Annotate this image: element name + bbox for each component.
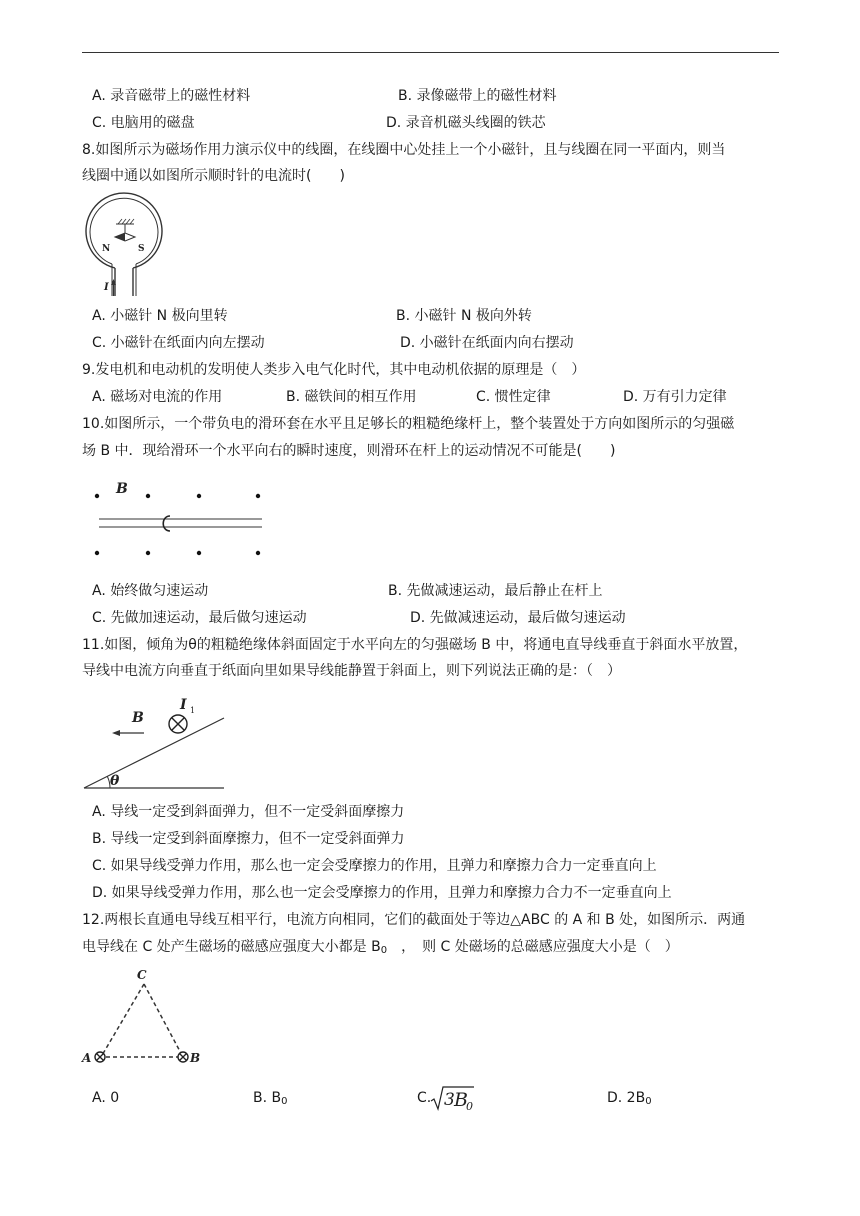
q12-option-d[interactable] bbox=[607, 1089, 652, 1111]
q10-stem-line1: 10.如图所示，一个带负电的滑环套在水平且足够长的粗糙绝缘杆上，整个装置处于方向如图所示的匀强磁 bbox=[82, 416, 735, 432]
q10-fig-b-label: B bbox=[116, 481, 128, 497]
q10-option-d[interactable]: D. 先做减速运动，最后做匀速运动 bbox=[410, 610, 626, 626]
q7-option-d[interactable]: D. 录音机磁头线圈的铁芯 bbox=[386, 115, 546, 131]
q7-option-a[interactable]: A. 录音磁带上的磁性材料 bbox=[92, 88, 251, 104]
q8-option-c[interactable]: C. 小磁针在纸面内向左摆动 bbox=[92, 335, 265, 351]
q12-option-a[interactable]: A. 0 bbox=[92, 1090, 120, 1106]
q12-stem-line1: 12.两根长直通电导线互相平行，电流方向相同，它们的截面处于等边△ABC 的 A 和 B 处，如图所示．两通 bbox=[82, 912, 746, 928]
q11-fig-current-subscript: 1 bbox=[190, 706, 196, 715]
q11-stem-line2: 导线中电流方向垂直于纸面向里如果导线能静置于斜面上，则下列说法正确的是：（ ） bbox=[82, 663, 621, 679]
q12-option-b-subscript: 0 bbox=[281, 1096, 288, 1107]
q11-fig-b-label: B bbox=[132, 710, 144, 726]
q12-fig-c-label: C bbox=[137, 968, 147, 982]
q11-fig-current-label: I bbox=[180, 697, 187, 713]
q8-option-b[interactable]: B. 小磁针 N 极向外转 bbox=[396, 308, 532, 324]
q12-option-c-formula bbox=[430, 1084, 474, 1112]
q12-stem-subscript: 0 bbox=[380, 945, 388, 956]
q12-option-c-subscript: 0 bbox=[466, 1100, 473, 1113]
q10-option-b[interactable]: B. 先做减速运动，最后静止在杆上 bbox=[388, 583, 603, 599]
q12-stem-line2-text: 电导线在 C 处产生磁场的磁感应强度大小都是 B bbox=[82, 939, 381, 955]
q12-fig-a-label: A bbox=[82, 1051, 92, 1065]
q12-option-d-text: D. 2B bbox=[607, 1090, 646, 1106]
q12-option-b-text: B. B bbox=[253, 1090, 282, 1106]
q12-triangle-figure bbox=[82, 966, 204, 1070]
q12-fig-b-label: B bbox=[190, 1051, 201, 1065]
q11-stem-line1: 11.如图，倾角为θ的粗糙绝缘体斜面固定于水平向左的匀强磁场 B 中，将通电直导线垂直于斜面水平放置， bbox=[82, 637, 748, 653]
q10-rod-figure bbox=[86, 476, 270, 562]
q8-fig-n-label: N bbox=[102, 244, 111, 254]
q10-option-c[interactable]: C. 先做加速运动，最后做匀速运动 bbox=[92, 610, 307, 626]
q11-option-c[interactable]: C. 如果导线受弹力作用，那么也一定会受摩擦力的作用，且弹力和摩擦力合力一定垂直向上 bbox=[92, 858, 657, 874]
q11-option-b[interactable]: B. 导线一定受到斜面摩擦力，但不一定受斜面弹力 bbox=[92, 831, 405, 847]
q8-fig-current-label: I bbox=[104, 282, 109, 293]
q7-option-b[interactable]: B. 录像磁带上的磁性材料 bbox=[398, 88, 557, 104]
q12-stem-line2-tail: ， 则 C 处磁场的总磁感应强度大小是（ ） bbox=[387, 939, 679, 955]
q8-stem-line1: 8.如图所示为磁场作用力演示仪中的线圈，在线圈中心处挂上一个小磁针，且与线圈在同一平面内，则当 bbox=[82, 142, 726, 158]
q8-option-d[interactable]: D. 小磁针在纸面内向右摆动 bbox=[400, 335, 574, 351]
q8-fig-s-label: S bbox=[138, 244, 145, 254]
q9-option-b[interactable]: B. 磁铁间的相互作用 bbox=[286, 389, 417, 405]
q9-option-a[interactable]: A. 磁场对电流的作用 bbox=[92, 389, 223, 405]
q8-option-a[interactable]: A. 小磁针 N 极向里转 bbox=[92, 308, 228, 324]
q12-stem-line2 bbox=[82, 938, 679, 960]
q11-incline-figure bbox=[84, 692, 226, 792]
q10-option-a[interactable]: A. 始终做匀速运动 bbox=[92, 583, 209, 599]
q8-stem-line2: 线圈中通以如图所示顺时针的电流时( ) bbox=[82, 168, 345, 184]
q7-option-c[interactable]: C. 电脑用的磁盘 bbox=[92, 115, 195, 131]
q10-stem-line2: 场 B 中．现给滑环一个水平向右的瞬时速度，则滑环在杆上的运动情况不可能是( ) bbox=[82, 443, 616, 459]
q11-fig-theta-label: θ bbox=[110, 773, 120, 789]
q9-option-c[interactable]: C. 惯性定律 bbox=[476, 389, 551, 405]
q9-stem: 9.发电机和电动机的发明使人类步入电气化时代，其中电动机依据的原理是（ ） bbox=[82, 362, 586, 378]
q8-coil-figure bbox=[82, 190, 166, 300]
header-rule bbox=[82, 52, 779, 53]
q11-option-d[interactable]: D. 如果导线受弹力作用，那么也一定会受摩擦力的作用，且弹力和摩擦力合力不一定垂直向上 bbox=[92, 885, 672, 901]
q9-option-d[interactable]: D. 万有引力定律 bbox=[623, 389, 727, 405]
q12-option-c-radicand: 3 bbox=[444, 1090, 455, 1110]
q12-option-b[interactable] bbox=[253, 1089, 287, 1111]
q12-option-c-label[interactable]: C. bbox=[417, 1090, 432, 1106]
q11-option-a[interactable]: A. 导线一定受到斜面弹力，但不一定受斜面摩擦力 bbox=[92, 804, 405, 820]
q12-option-c-variable: B bbox=[454, 1089, 468, 1111]
q12-option-d-subscript: 0 bbox=[645, 1096, 652, 1107]
